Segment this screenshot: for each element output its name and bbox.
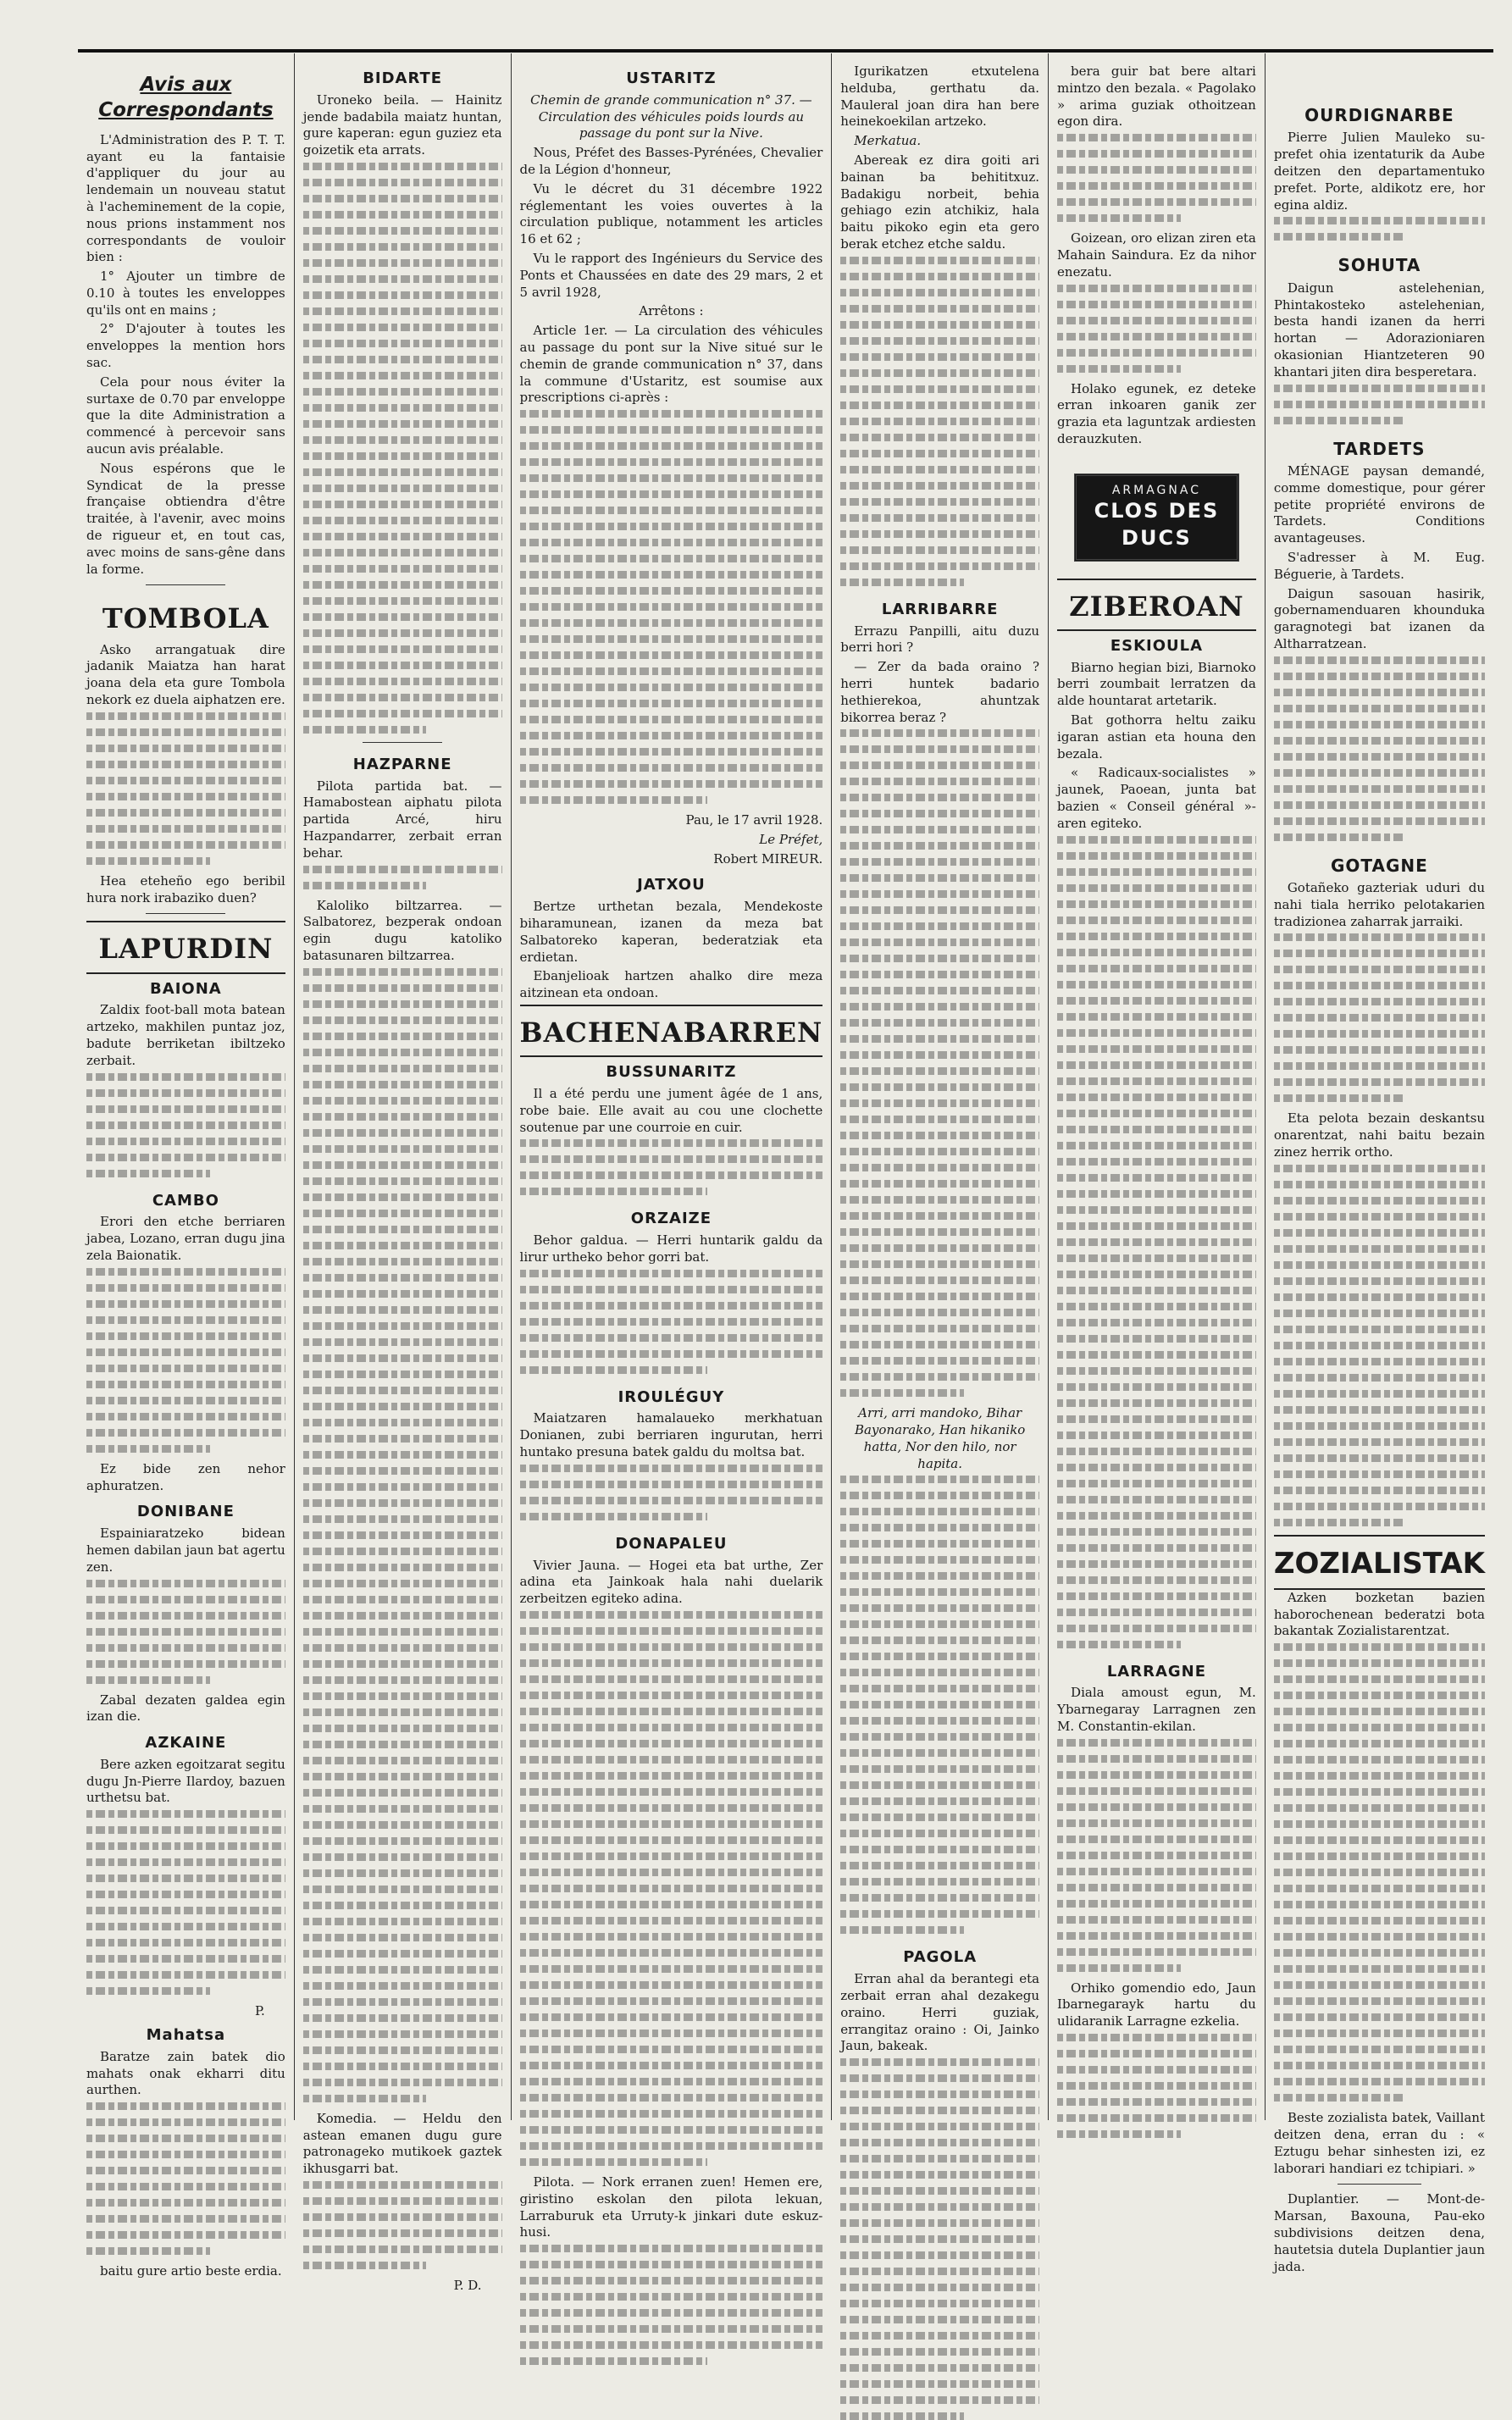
column-5 xyxy=(1049,53,1266,2120)
avis-paragraph: Nous espérons que le Syndicat de la presse française obtiendra d'être traitée, à l'avenir, avec moins de rigueur et, en tout cas, avec moins de sans-gêne dans la forme. xyxy=(86,460,285,577)
avis-paragraph: 2° D'ajouter à toutes les enveloppes la mention hors sac. xyxy=(86,321,285,371)
armagnac-advert xyxy=(1074,473,1239,562)
text-filler xyxy=(86,2102,285,2255)
ustaritz-paragraph: Article 1er. — La circulation des véhicules au passage du pont sur la Nive situé sur le chemin de grande communication n° 37, dans la commune d'Ustaritz, est soumise aux prescriptions ci-après : xyxy=(519,323,823,406)
donapaleu-paragraph: Vivier Jauna. — Hogei eta bat urthe, Zer adina eta Jainkoak hala nahi duelarik zerbeitzen egiteko adina. xyxy=(519,1557,823,1607)
mahatsa-paragraph: baitu gure artio beste erdia. xyxy=(100,2263,282,2279)
divider xyxy=(1338,2184,1422,2185)
signature: P. xyxy=(254,2003,265,2019)
text-filler xyxy=(1274,1643,1485,2102)
jatxou-heading: JATXOU xyxy=(637,876,706,894)
jatxou-paragraph: Ebanjelioak hartzen ahalko dire meza aitzinean eta ondoan. xyxy=(519,968,823,1001)
eskioula-heading: ESKIOULA xyxy=(1110,636,1204,655)
prefet-label: Le Préfet, xyxy=(759,831,823,847)
text-filler xyxy=(303,968,502,2102)
divider xyxy=(146,913,225,914)
tombola-paragraph: Hea eteheño ego beribil hura nork irabaziko duen? xyxy=(86,872,285,905)
arretons-label: Arrêtons : xyxy=(639,303,704,319)
bachenabarren-heading: BACHENABARREN xyxy=(520,1005,823,1057)
pagola-heading: PAGOLA xyxy=(903,1948,978,1967)
column-1 xyxy=(78,53,295,2279)
tardets-paragraph: S'adresser à M. Eug. Béguerie, à Tardets. xyxy=(1273,549,1486,582)
advert-brand-main: CLOS DES DUCS xyxy=(1094,499,1220,550)
baiona-heading: BAIONA xyxy=(150,979,222,998)
larragne-paragraph: Diala amoust egun, M. Ybarnegaray Larragnen zen M. Constantin-ekilan. xyxy=(1057,1685,1256,1734)
irouleguy-heading: IROULÉGUY xyxy=(618,1387,725,1406)
column-4 xyxy=(832,53,1049,2120)
signature: P. D. xyxy=(453,2278,482,2294)
zozialistak-paragraph: Beste zozialista batek, Vaillant deitzen dena, erran du : « Eztugu behar sinhesten izi, ez laborari handiari ez tchipiari. » xyxy=(1273,2110,1486,2176)
divider xyxy=(146,584,225,585)
larragne-heading: LARRAGNE xyxy=(1106,1662,1207,1681)
text-filler xyxy=(1057,134,1256,222)
tombola-heading: TOMBOLA xyxy=(102,602,269,635)
eskioula-paragraph: Bat gothorra heltu zaiku igaran astian eta houna den bezala. xyxy=(1057,712,1256,761)
bussunaritz-heading: BUSSUNARITZ xyxy=(606,1063,737,1082)
text-filler xyxy=(1274,217,1485,241)
text-filler xyxy=(303,2181,502,2269)
ustaritz-heading: USTARITZ xyxy=(626,69,717,87)
donibane-paragraph: Zabal dezaten galdea egin izan die. xyxy=(86,1692,285,1725)
text-filler xyxy=(1274,933,1485,1102)
text-filler xyxy=(86,1268,285,1453)
bussunaritz-paragraph: Il a été perdu une jument âgée de 1 ans, robe baie. Elle avait au cou une clochette soutenue par une courroie en cuir. xyxy=(519,1086,823,1135)
cambo-heading: CAMBO xyxy=(152,1191,219,1210)
holako-paragraph: Holako egunek, ez deteke erran inkoaren ganik zer grazia eta laguntzak ardiesten derauzkuten. xyxy=(1057,380,1256,446)
hazparne-paragraph: Pilota partida bat. — Hamabostean aiphatu pilota partida Arcé, hiru Hazpandarrer, zerbait erran behar. xyxy=(302,778,502,861)
text-filler xyxy=(520,410,823,804)
ustaritz-paragraph: Vu le rapport des Ingénieurs du Service des Ponts et Chaussées en date des 29 mars, 2 et 5 avril 1928, xyxy=(519,250,823,300)
top-rule xyxy=(78,49,1493,53)
tombola-paragraph: Asko arrangatuak dire jadanik Maiatza han harat joana dela eta gure Tombola nekork ez duela aiphatzen ere. xyxy=(86,641,285,708)
text-filler xyxy=(86,1073,285,1177)
advert-brand-top: ARMAGNAC xyxy=(1111,483,1201,497)
ustaritz-date: Pau, le 17 avril 1928. xyxy=(685,812,823,828)
eskioula-paragraph: « Radicaux-socialistes » jaunek, Paoean, junta bat bazien « Conseil général »-aren egiteko. xyxy=(1057,765,1256,831)
pagola-paragraph: Erran ahal da berantegi eta zerbait erran ahal dezakegu oraino. Herri guziak, errangitaz oraino : Oi, Jainko Jaun, bakeak. xyxy=(840,1971,1040,2054)
columns xyxy=(78,53,1493,2294)
text-filler xyxy=(303,163,502,734)
baiona-paragraph: Zaldix foot-ball mota batean artzeko, makhilen puntaz joz, badute berriketan ibiltzeko zerbait. xyxy=(86,1002,285,1068)
ourdignarbe-paragraph: Pierre Julien Mauleko su-prefet ohia izentaturik da Aube deitzen den departamentuko prefet. Porte, aldikotz ere, hor egina aldiz. xyxy=(1273,130,1486,213)
text-filler xyxy=(840,257,1039,586)
donibane-heading: DONIBANE xyxy=(136,1503,235,1521)
ustaritz-subtitle: Chemin de grande communication n° 37. — Circulation des véhicules poids lourds au passage du pont sur la Nive. xyxy=(530,91,812,141)
text-filler xyxy=(1274,656,1485,841)
column-6 xyxy=(1266,53,1493,2274)
text-filler xyxy=(840,729,1039,1397)
text-filler xyxy=(520,1465,823,1520)
bidarte-heading: BIDARTE xyxy=(363,69,443,87)
donapaleu-heading: DONAPALEU xyxy=(615,1534,728,1553)
verse: Arri, arri mandoko, Bihar Bayonarako, Han hikaniko hatta, Nor den hilo, nor hapita. xyxy=(854,1405,1026,1471)
ourdignarbe-heading: OURDIGNARBE xyxy=(1304,105,1454,125)
text-filler xyxy=(86,712,285,865)
larragne-paragraph: Orhiko gomendio edo, Jaun Ibarnegarayk hartu du ulidaranik Larragne ezkelia. xyxy=(1057,1980,1256,2030)
bidarte-paragraph: Uroneko beila. — Hainitz jende badabila maiatz huntan, gure kaperan: egun guziez eta goizetik eta arrats. xyxy=(302,91,502,158)
text-filler xyxy=(1057,1739,1256,1972)
divider xyxy=(363,742,442,743)
text-filler xyxy=(86,1810,285,1995)
text-filler xyxy=(840,2058,1039,2420)
column-3 xyxy=(512,53,833,2240)
hazparne-heading: HAZPARNE xyxy=(352,755,452,773)
sohuta-heading: SOHUTA xyxy=(1338,255,1421,276)
goizean-paragraph: Goizean, oro elizan ziren eta Mahain Saindura. Ez da nihor enezatu. xyxy=(1057,230,1256,280)
text-filler xyxy=(1057,836,1256,1648)
avis-heading: Avis aux Correspondants xyxy=(98,74,274,122)
prefet-name: Robert MIREUR. xyxy=(713,850,823,867)
intro-paragraph: Igurikatzen etxutelena helduba, gerthatu da. Mauleral joan dira han bere heinekoekilan artzeko. xyxy=(840,64,1040,130)
duplantier-paragraph: Duplantier. — Mont-de-Marsan, Baxouna, Pau-eko subdivisions deitzen dena, hautetsia dutela Duplantier jaun jada. xyxy=(1273,2191,1486,2274)
text-filler xyxy=(840,1476,1039,1934)
tardets-heading: TARDETS xyxy=(1333,438,1426,459)
column-2 xyxy=(295,53,512,2294)
larribarre-paragraph: — Zer da bada oraino ? herri huntek badario hethierekoa, ahuntzak bikorrea beraz ? xyxy=(840,659,1040,725)
ustaritz-paragraph: Vu le décret du 31 décembre 1922 réglementant les voies ouvertes à la circulation publique, notamment les articles 16 et 62 ; xyxy=(519,180,823,247)
text-filler xyxy=(520,2245,823,2365)
zozialistak-heading: ZOZIALISTAK xyxy=(1274,1535,1485,1590)
avis-paragraph: 1° Ajouter un timbre de 0.10 à toutes les enveloppes qu'ils ont en mains ; xyxy=(86,269,285,318)
hazparne-paragraph: Komedia. — Heldu den astean emanen dugu gure patronageko mutikoek gaztek ikhusgarri bat. xyxy=(302,2110,502,2177)
text-filler xyxy=(520,1139,823,1195)
gotagne-paragraph: Eta pelota bezain deskantsu onarentzat, nahi baitu bezain zinez herrik ortho. xyxy=(1273,1110,1486,1160)
text-filler xyxy=(303,866,502,889)
tardets-paragraph: MÉNAGE paysan demandé, comme domestique, pour gérer petite propriété environs de Tardets. Conditions avantageuses. xyxy=(1273,462,1486,546)
larribarre-paragraph: Errazu Panpilli, aitu duzu berri hori ? xyxy=(840,623,1040,656)
intro-paragraph: bera guir bat bere altari mintzo den bezala. « Pagolako » arima guziak othoitzean egon dira. xyxy=(1057,64,1256,130)
larribarre-heading: LARRIBARRE xyxy=(881,600,999,618)
donibane-paragraph: Espainiaratzeko bidean hemen dabilan jaun bat agertu zen. xyxy=(86,1526,285,1575)
donapaleu-paragraph: Pilota. — Nork erranen zuen! Hemen ere, giristino eskolan den pilota lekuan, Larraburuk eta Urruty-k jinkari dute eskuz-husi. xyxy=(519,2174,823,2240)
avis-paragraph: Cela pour nous éviter la surtaxe de 0.70 par enveloppe que la dite Administration a commencé à percevoir sans aucun avis préalable. xyxy=(86,374,285,457)
orzaize-paragraph: Behor galdua. — Herri huntarik galdu da lirur urtheko behor gorri bat. xyxy=(519,1232,823,1265)
text-filler xyxy=(1274,1165,1485,1526)
avis-paragraph: L'Administration des P. T. T. ayant eu la fantaisie d'appliquer du jour au lendemain un nouveau statut à l'acheminement de la copie, nous prions instamment nos correspondants de vouloir bien : xyxy=(86,131,285,265)
orzaize-heading: ORZAIZE xyxy=(630,1210,712,1228)
azkaine-heading: AZKAINE xyxy=(145,1734,227,1753)
tardets-paragraph: Daigun sasouan hasirik, gobernamenduaren khounduka garagnotegi bat izanen da Altharratzean. xyxy=(1273,585,1486,651)
mahatsa-heading: Mahatsa xyxy=(146,2026,226,2045)
azkaine-paragraph: Bere azken egoitzarat segitu dugu Jn-Pierre Ilardoy, bazuen urthetsu bat. xyxy=(86,1756,285,1806)
irouleguy-paragraph: Maiatzaren hamalaueko merkhatuan Donianen, zubi berriaren ingurutan, herri huntako presuna batek galdu du moltsa bat. xyxy=(519,1410,823,1460)
gotagne-paragraph: Gotañeko gazteriak uduri du nahi tiala herriko pelotakarien tradizionea zaharrak jarraiki. xyxy=(1273,880,1486,929)
sohuta-paragraph: Daigun astelehenian, Phintakosteko astelehenian, besta handi izanen da herri hortan — Adorazioniaren okasionian Hiantzeteren 90 khantari jiten dira besperetara. xyxy=(1273,280,1486,379)
eskioula-paragraph: Biarno hegian bizi, Biarnoko berri zoumbait lerratzen da alde hountarat artetarik. xyxy=(1057,659,1256,709)
text-filler xyxy=(86,1580,285,1684)
text-filler xyxy=(520,1270,823,1374)
hazparne-paragraph: Kaloliko biltzarrea. — Salbatorez, bezperak ondoan egin dugu katoliko batasunaren biltzarrea. xyxy=(302,897,502,964)
text-filler xyxy=(1057,2034,1256,2138)
merkatua-paragraph: Abereak ez dira goiti ari bainan ba behititxuz. Badakigu norbeit, behia gehiago ezin atchikiz, hala baitu pikoko egin eta gero berak etchez etche saldu. xyxy=(840,152,1040,252)
lapurdin-heading: LAPURDIN xyxy=(86,921,285,973)
ustaritz-paragraph: Nous, Préfet des Basses-Pyrénées, Chevalier de la Légion d'honneur, xyxy=(519,145,823,177)
text-filler xyxy=(1274,385,1485,424)
cambo-paragraph: Ez bide zen nehor aphuratzen. xyxy=(86,1460,285,1493)
gotagne-heading: GOTAGNE xyxy=(1331,855,1428,876)
jatxou-paragraph: Bertze urthetan bezala, Mendekoste biharamunean, izanen da meza bat Salbatoreko kaperan, bederatziak eta erdietan. xyxy=(519,899,823,965)
mahatsa-paragraph: Baratze zain batek dio mahats onak ekharri ditu aurthen. xyxy=(86,2048,285,2098)
ziberoan-heading: ZIBEROAN xyxy=(1057,579,1256,631)
cambo-paragraph: Erori den etche berriaren jabea, Lozano, erran dugu jina zela Baionatik. xyxy=(86,1214,285,1263)
merkatua-label: Merkatua. xyxy=(854,133,922,149)
text-filler xyxy=(1057,285,1256,373)
zozialistak-paragraph: Azken bozketan bazien haborochenean bederatzi bota bakantak Zozialistarentzat. xyxy=(1273,1589,1486,1639)
text-filler xyxy=(520,1611,823,2166)
